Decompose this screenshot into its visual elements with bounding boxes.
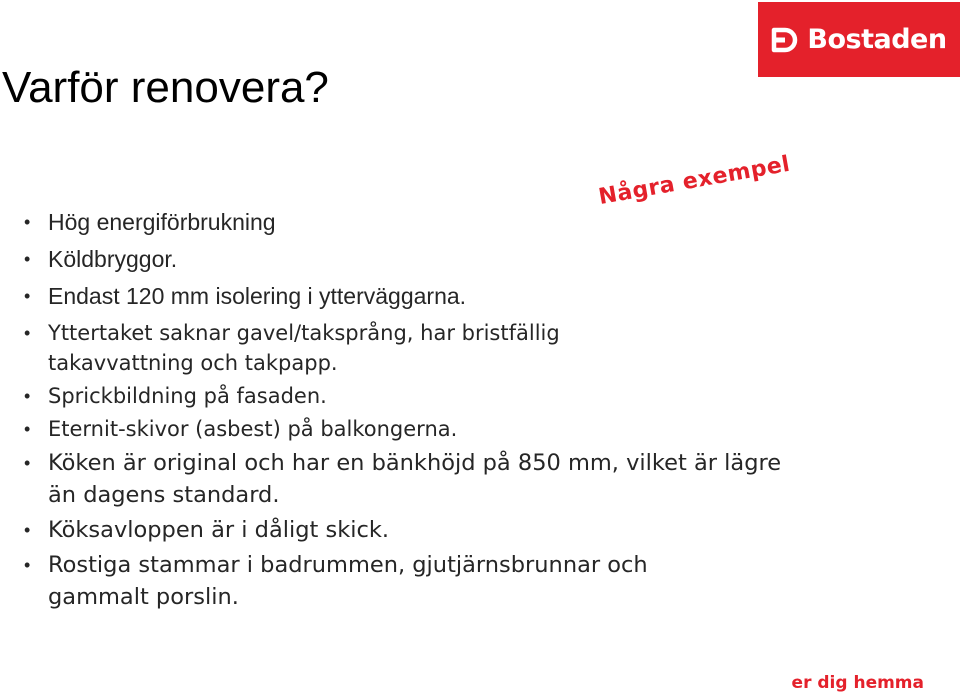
bullet-text: • Sprickbildning på fasaden. bbox=[48, 384, 327, 408]
list-item bbox=[24, 447, 788, 511]
bullet-text: • Eternit-skivor (asbest) på balkongerna. bbox=[48, 417, 458, 441]
bullet-text: • Endast 120 mm isolering i ytterväggarna. bbox=[48, 283, 467, 309]
list-item bbox=[24, 204, 784, 241]
list-item bbox=[24, 278, 784, 315]
brand-logo bbox=[758, 2, 960, 77]
bullet-text: • Rostiga stammar i badrummen, gjutjärnsbrunnar och gammalt porslin. bbox=[48, 552, 648, 610]
bullet-text: • Köken är original och har en bänkhöjd på 850 mm, vilket är lägre än dagens standard. bbox=[48, 450, 782, 508]
list-item bbox=[24, 514, 784, 546]
bullet-list bbox=[24, 204, 784, 616]
bullet-text: • Köldbryggor. bbox=[48, 246, 178, 272]
list-item bbox=[24, 318, 688, 378]
list-item bbox=[24, 549, 748, 613]
list-item bbox=[24, 414, 784, 444]
footer-slogan: er dig hemma bbox=[791, 673, 924, 693]
bostaden-logo-icon bbox=[771, 25, 801, 55]
bullet-text: • Yttertaket saknar gavel/taksprång, har bristfällig takavvattning och takpapp. bbox=[48, 321, 560, 375]
list-item bbox=[24, 381, 784, 411]
bullet-text: • Köksavloppen är i dåligt skick. bbox=[48, 517, 390, 543]
list-item bbox=[24, 241, 784, 278]
examples-stamp: Några exempel bbox=[596, 151, 793, 211]
brand-name: Bostaden bbox=[807, 24, 947, 55]
page-title: Varför renovera? bbox=[2, 63, 329, 112]
bullet-text: • Hög energiförbrukning bbox=[48, 209, 276, 235]
